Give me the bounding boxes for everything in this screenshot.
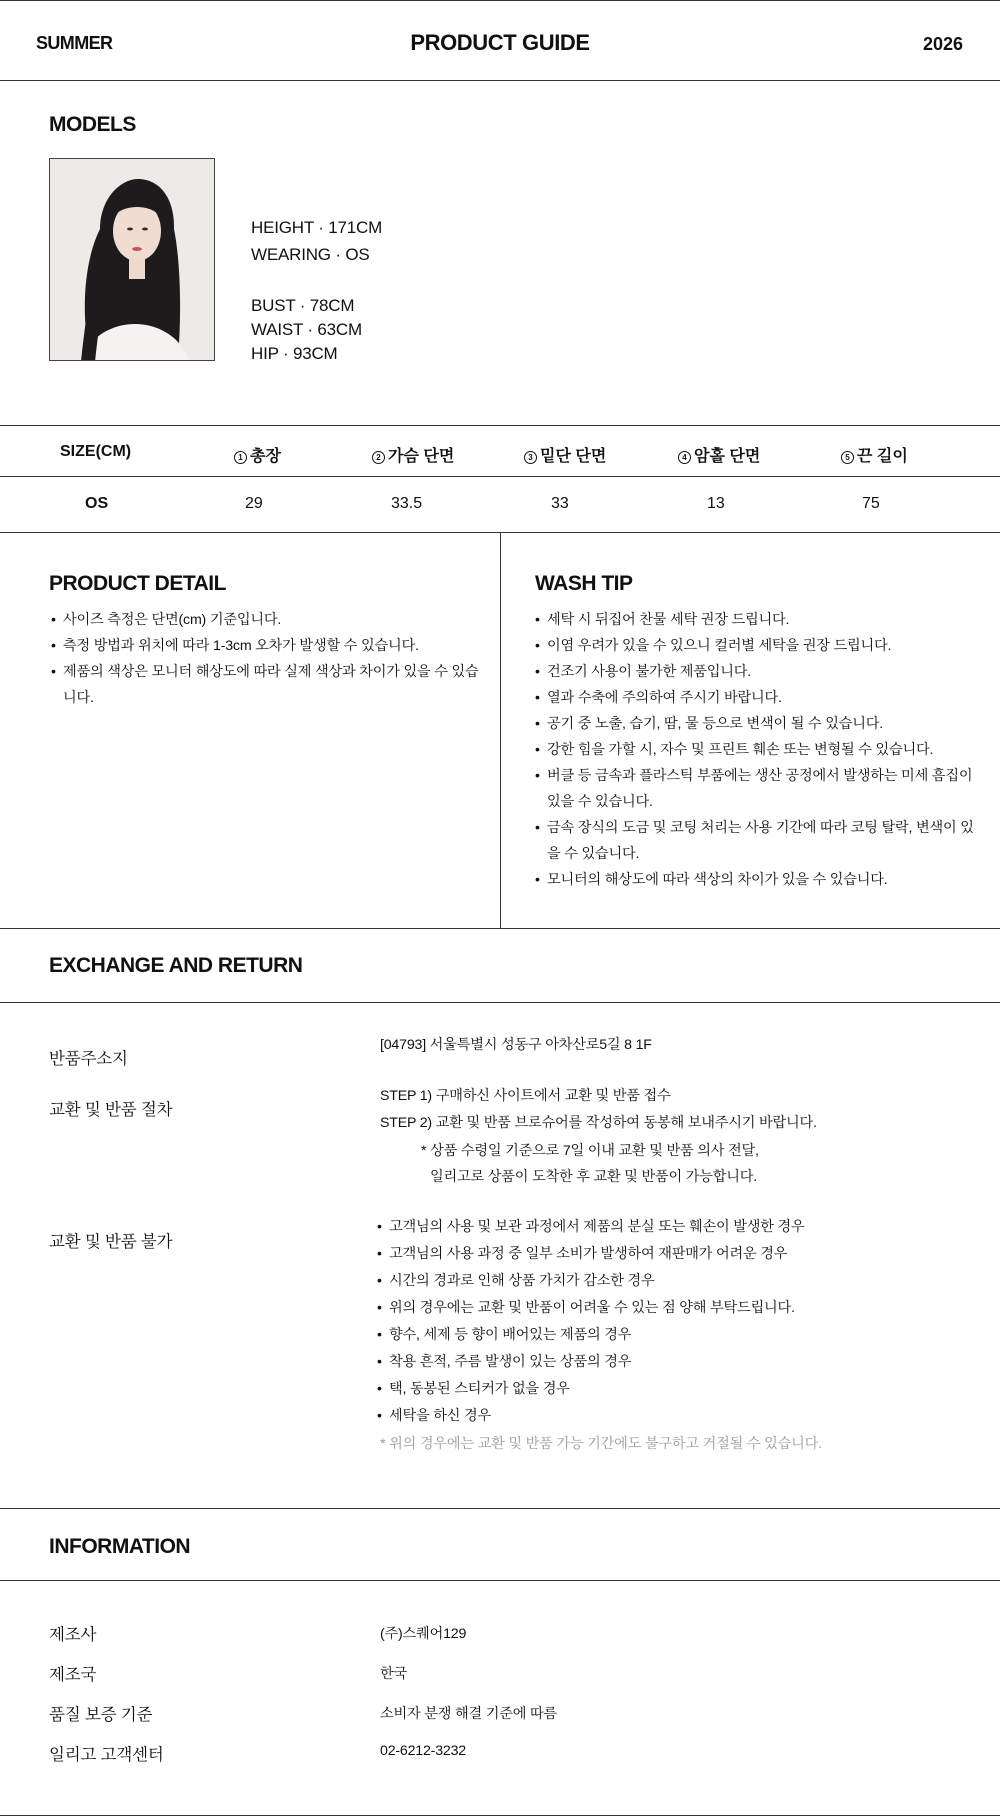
size-value-1: 29 <box>245 495 263 512</box>
list-item: • 시간의 경과로 인해 상품 가치가 감소한 경우 <box>377 1268 977 1295</box>
info-value-customer-center: 02-6212-3232 <box>380 1743 466 1759</box>
list-item: • 공기 중 노출, 습기, 땀, 물 등으로 변색이 될 수 있습니다. <box>535 711 975 737</box>
season-label: SUMMER <box>36 33 113 53</box>
no-exchange-list <box>377 1214 977 1430</box>
return-address: [04793] 서울특별시 성동구 아차산로5길 8 1F <box>380 1037 652 1053</box>
size-col-2: 2 가슴 단면 <box>372 443 454 466</box>
info-label-country: 제조국 <box>49 1666 97 1684</box>
no-exchange-label: 교환 및 반품 불가 <box>49 1233 173 1251</box>
size-row-label: OS <box>85 495 109 512</box>
size-value-2: 33.5 <box>391 495 423 512</box>
list-item: • 위의 경우에는 교환 및 반품이 어려울 수 있는 점 양해 부탁드립니다. <box>377 1295 977 1322</box>
procedure-note-2: 일리고로 상품이 도착한 후 교환 및 반품이 가능합니다. <box>430 1169 758 1185</box>
list-item: • 제품의 색상은 모니터 해상도에 따라 실제 색상과 차이가 있을 수 있습니다. <box>51 659 481 711</box>
information-top-border <box>0 1508 1000 1509</box>
model-bust: BUST · 78CM <box>251 296 355 315</box>
size-table-top-border <box>0 425 1000 426</box>
info-label-customer-center: 일리고 고객센터 <box>49 1746 164 1764</box>
list-item: • 건조기 사용이 불가한 제품입니다. <box>535 659 975 685</box>
list-item: • 측정 방법과 위치에 따라 1-3cm 오차가 발생할 수 있습니다. <box>51 633 481 659</box>
info-value-manufacturer: (주)스퀘어129 <box>380 1626 467 1642</box>
exchange-title-divider <box>0 1002 1000 1003</box>
list-item: • 고객님의 사용 및 보관 과정에서 제품의 분실 또는 훼손이 발생한 경우 <box>377 1214 977 1241</box>
info-label-manufacturer: 제조사 <box>49 1626 97 1644</box>
information-title: INFORMATION <box>49 1535 191 1558</box>
list-item: • 강한 힘을 가할 시, 자수 및 프린트 훼손 또는 변형될 수 있습니다. <box>535 737 975 763</box>
header-divider <box>0 80 1000 81</box>
procedure-step-1: STEP 1) 구매하신 사이트에서 교환 및 반품 접수 <box>380 1088 671 1104</box>
wash-tip-title: WASH TIP <box>535 572 633 595</box>
procedure-note-1: * 상품 수령일 기준으로 7일 이내 교환 및 반품 의사 전달, <box>421 1143 759 1159</box>
product-detail-list <box>51 607 481 711</box>
procedure-label: 교환 및 반품 절차 <box>49 1101 173 1119</box>
info-value-country: 한국 <box>380 1666 408 1682</box>
information-title-divider <box>0 1580 1000 1581</box>
top-border <box>0 0 1000 1</box>
year-label: 2026 <box>922 34 963 54</box>
column-divider <box>500 532 501 928</box>
list-item: • 열과 수축에 주의하여 주시기 바랍니다. <box>535 685 975 711</box>
list-item: • 금속 장식의 도금 및 코팅 처리는 사용 기간에 따라 코팅 탈락, 변색이 있을 수 있습니다. <box>535 815 975 867</box>
list-item: • 착용 흔적, 주름 발생이 있는 상품의 경우 <box>377 1349 977 1376</box>
model-wearing: WEARING · OS <box>251 245 370 264</box>
product-detail-title: PRODUCT DETAIL <box>49 572 226 595</box>
size-col-3: 3 밑단 단면 <box>524 443 606 466</box>
list-item: • 택, 동봉된 스티커가 없을 경우 <box>377 1376 977 1403</box>
model-height: HEIGHT · 171CM <box>251 218 383 237</box>
model-hip: HIP · 93CM <box>251 344 338 363</box>
list-item: • 버클 등 금속과 플라스틱 부품에는 생산 공정에서 발생하는 미세 흠집이 있을 수 있습니다. <box>535 763 975 815</box>
list-item: • 모니터의 해상도에 따라 색상의 차이가 있을 수 있습니다. <box>535 867 975 893</box>
info-value-warranty: 소비자 분쟁 해결 기준에 따름 <box>380 1706 558 1722</box>
page-title: PRODUCT GUIDE <box>410 30 590 55</box>
exchange-title: EXCHANGE AND RETURN <box>49 954 303 977</box>
exchange-top-border <box>0 928 1000 929</box>
size-value-4: 13 <box>707 495 725 512</box>
size-value-5: 75 <box>862 495 880 512</box>
return-address-label: 반품주소지 <box>49 1050 128 1068</box>
list-item: • 세탁 시 뒤집어 찬물 세탁 권장 드립니다. <box>535 607 975 633</box>
size-value-3: 33 <box>551 495 569 512</box>
list-item: • 고객님의 사용 과정 중 일부 소비가 발생하여 재판매가 어려운 경우 <box>377 1241 977 1268</box>
model-waist: WAIST · 63CM <box>251 320 362 339</box>
size-table-mid-border <box>0 476 1000 477</box>
size-table-header-label: SIZE(CM) <box>60 443 132 460</box>
exchange-notice: * 위의 경우에는 교환 및 반품 가능 기간에도 불구하고 거절될 수 있습니다. <box>380 1436 822 1452</box>
procedure-step-2: STEP 2) 교환 및 반품 브로슈어를 작성하여 동봉해 보내주시기 바랍니다. <box>380 1115 817 1131</box>
model-photo <box>49 158 215 361</box>
wash-tip-list <box>535 607 975 893</box>
bottom-border <box>0 1815 1000 1816</box>
size-col-4: 4 암홀 단면 <box>678 443 760 466</box>
list-item: • 향수, 세제 등 향이 배어있는 제품의 경우 <box>377 1322 977 1349</box>
size-col-5: 5 끈 길이 <box>841 443 908 466</box>
info-label-warranty: 품질 보증 기준 <box>49 1706 153 1724</box>
list-item: • 세탁을 하신 경우 <box>377 1403 977 1430</box>
size-col-1: 1 총장 <box>234 443 281 466</box>
list-item: • 사이즈 측정은 단면(cm) 기준입니다. <box>51 607 481 633</box>
models-title: MODELS <box>49 113 136 136</box>
list-item: • 이염 우려가 있을 수 있으니 컬러별 세탁을 권장 드립니다. <box>535 633 975 659</box>
